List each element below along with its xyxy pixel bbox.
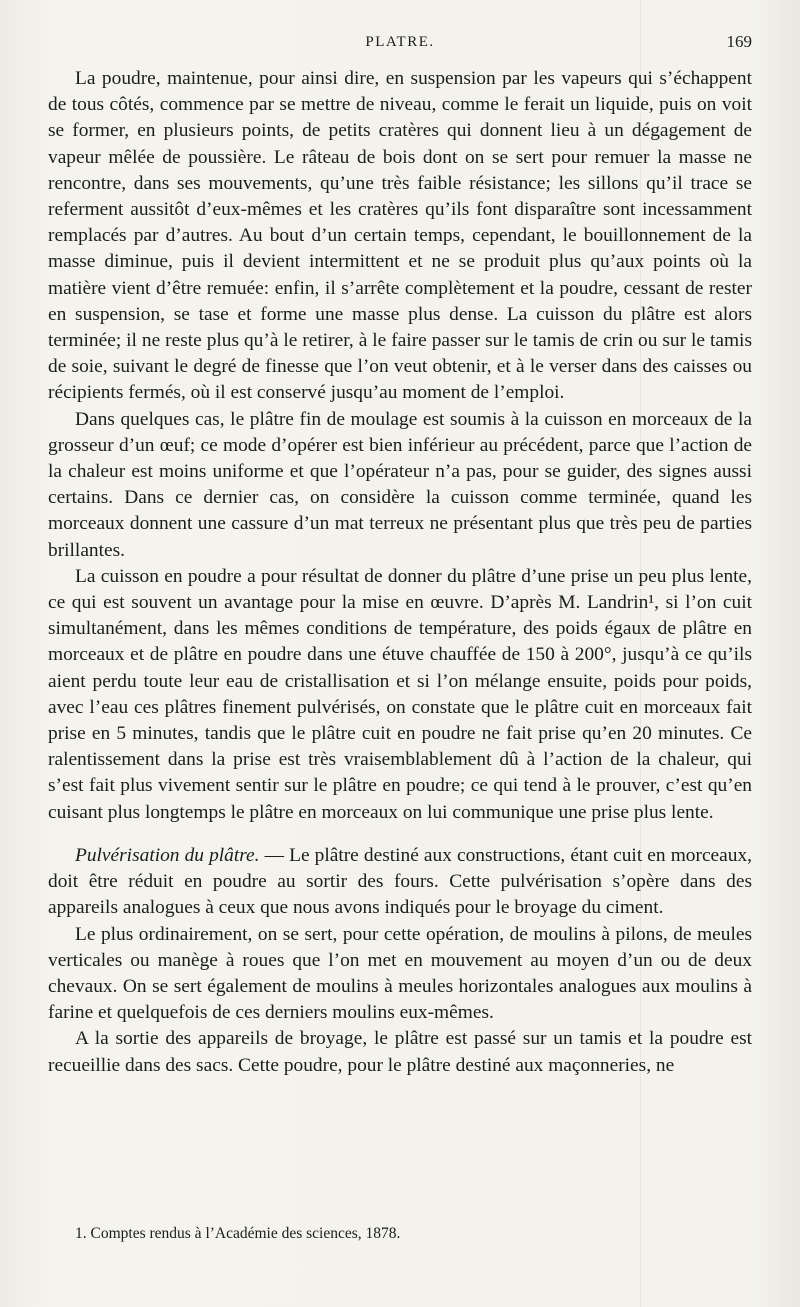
section-pulverisation xyxy=(48,843,752,922)
page-header xyxy=(48,30,752,56)
running-title: PLATRE. xyxy=(365,34,435,50)
paragraph-calcination-powder: La poudre, maintenue, pour ainsi dire, en suspension par les vapeurs qui s’échappent de tous côtés, commence par se mettre de niveau, comme le ferait un liquide, puis on voit se former, en plusieurs points, de petits cratères qui donnent lieu à un dégagement de vapeur mêlée de poussière. Le râteau de bois dont on se sert pour remuer la masse ne rencontre, dans ses mouvements, qu’une très faible résistance; les sillons qu’il trace se referment aussitôt d’eux-mêmes et les cratères qu’ils font disparaître sont incessamment remplacés par d’autres. Au bout d’un certain temps, cependant, le bouillonnement de la masse diminue, puis il devient intermittent et ne se produit plus qu’aux points où la matière vient d’être remuée: enfin, il s’arrête complètement et la poudre, cessant de rester en suspension, se tase et forme une masse plus dense. La cuisson du plâtre est alors terminée; il ne reste plus qu’à le retirer, à le faire passer sur le tamis de crin ou sur le tamis de soie, suivant le degré de finesse que l’on veut obtenir, et à le verser dans des caisses ou récipients fermés, où il est conservé jusqu’au moment de l’emploi. xyxy=(48,68,752,404)
footnote: 1. Comptes rendus à l’Académie des sciences, 1878. xyxy=(75,1225,401,1242)
paragraph-setting-time: La cuisson en poudre a pour résultat de donner du plâtre d’une prise un peu plus lente, ce qui est souvent un avantage pour la mise en œuvre. D’après M. Landrin¹, si l’on cuit simultanément, dans les mêmes conditions de température, des poids égaux de plâtre en morceaux et de plâtre en poudre dans une étuve chauffée de 150 à 200°, jusqu’à ce qu’ils aient perdu toute leur eau de cristallisation et si l’on mélange ensuite, poids pour poids, avec l’eau ces plâtres finement pulvérisés, on constate que le plâtre cuit en morceaux fait prise en 5 minutes, tandis que le plâtre cuit en poudre ne fait prise qu’en 20 minutes. Ce ralentissement dans la prise est très vraisemblablement dû à l’action de la chaleur, qui s’est fait plus vivement sentir sur le plâtre en poudre; ce qui tend à le prouver, c’est qu’en cuisant plus longtemps le plâtre en morceaux on lui communique une prise plus lente. xyxy=(48,565,752,823)
section-lead-text: — Le plâtre destiné aux constructions, étant cuit en morceaux, doit être réduit en poudre au sortir des fours. Cette pulvérisation s’opère dans des appareils analogues à ceux que nous avons indiqués pour le broyage du ciment. xyxy=(48,844,752,919)
paragraph-mills: Le plus ordinairement, on se sert, pour cette opération, de moulins à pilons, de meules verticales ou manège à roues que l’on met en mouvement au moyen d’un ou de deux chevaux. On se sert également de moulins à meules horizontales analogues aux moulins à farine et quelquefois de ces derniers moulins eux-mêmes. xyxy=(48,923,752,1024)
paragraph-calcination-lumps: Dans quelques cas, le plâtre fin de moulage est soumis à la cuisson en morceaux de la grosseur d’un œuf; ce mode d’opérer est bien inférieur au précédent, parce que l’action de la chaleur est moins uniforme et que l’opérateur n’a pas, pour se guider, des signes aussi certains. Dans ce dernier cas, on considère la cuisson comme terminée, quand les morceaux donnent une cassure d’un mat terreux ne présentant plus que très peu de parties brillantes. xyxy=(48,408,752,561)
page-number: 169 xyxy=(726,32,752,51)
paragraph-sieving: A la sortie des appareils de broyage, le plâtre est passé sur un tamis et la poudre est recueillie dans des sacs. Cette poudre, pour le plâtre destiné aux maçonneries, ne xyxy=(48,1028,752,1076)
body-text xyxy=(48,66,752,1079)
section-heading: Pulvérisation du plâtre. xyxy=(75,844,260,866)
